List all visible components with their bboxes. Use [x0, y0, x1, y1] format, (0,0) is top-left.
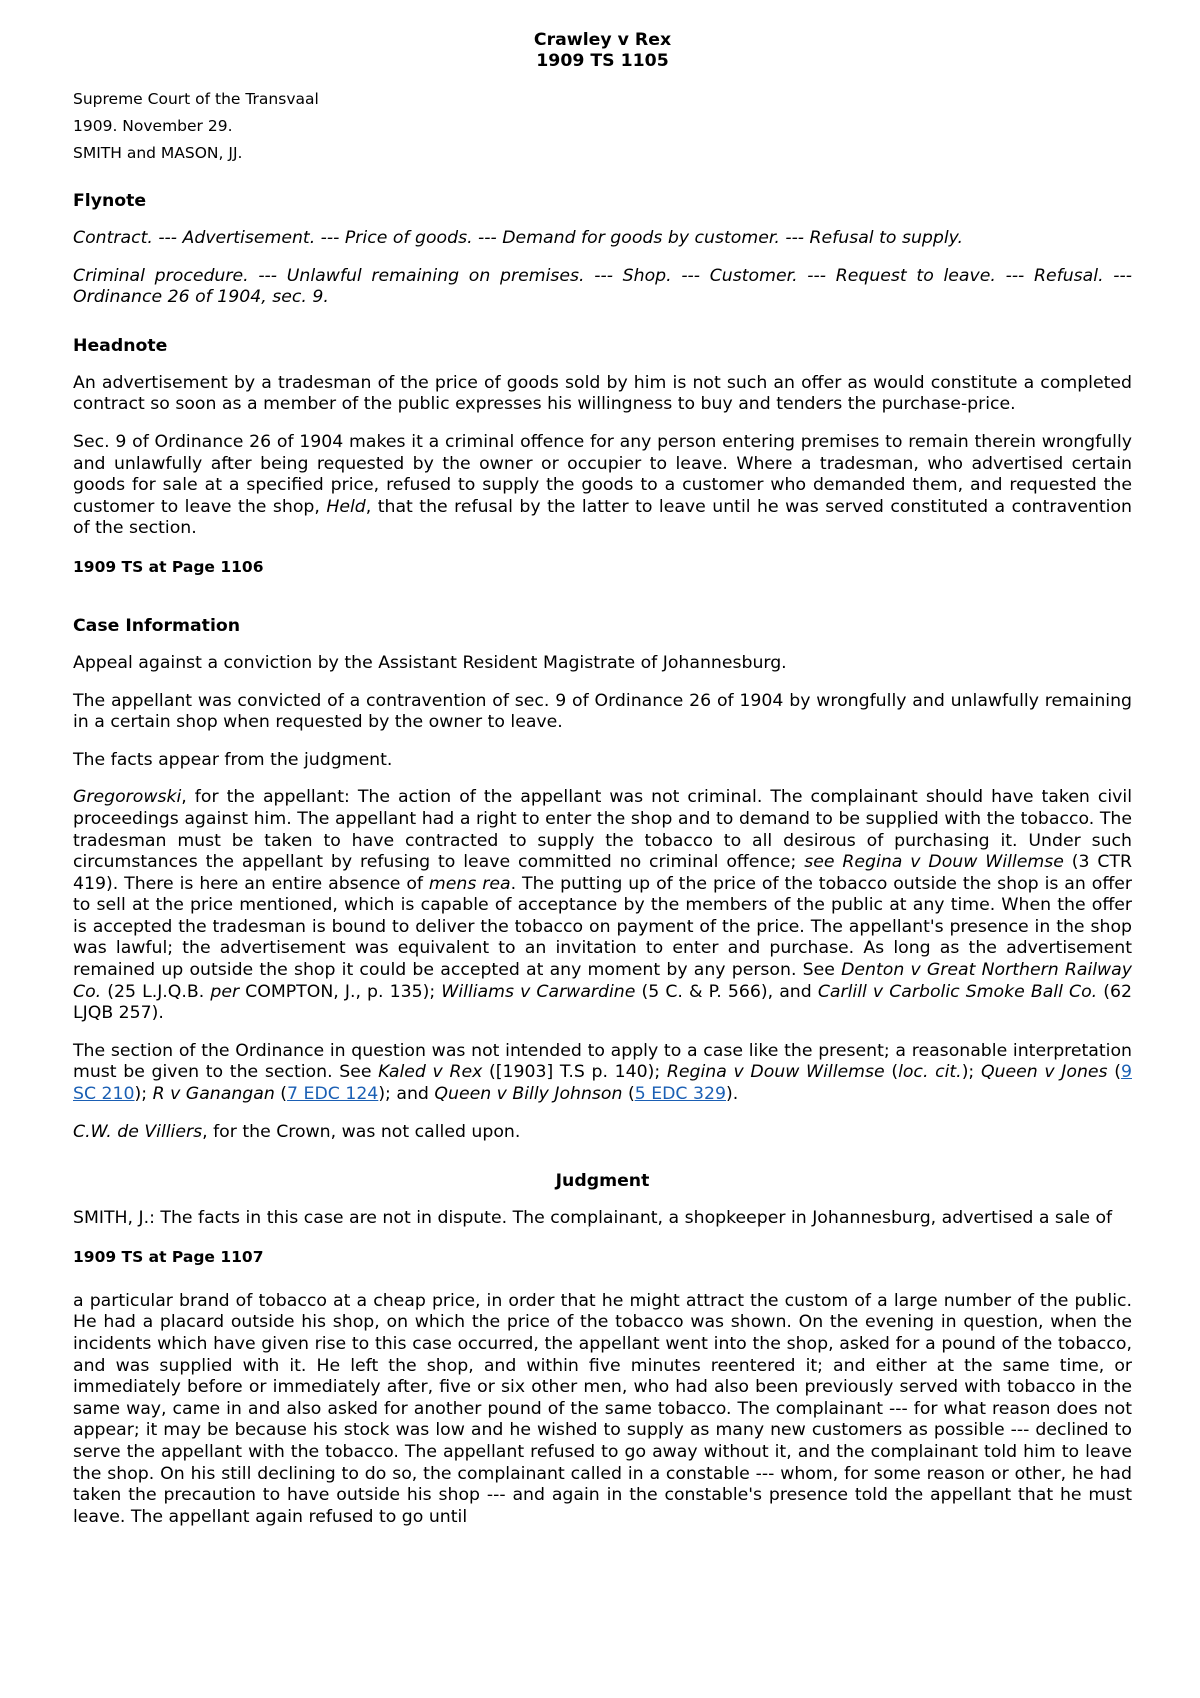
section-interpretation-argument: The section of the Ordinance in question was not intended to apply to a case like the present; a reasonable interpretation must be given to the section. See Kaled v Rex ([1903] T.S p. 140); Regina v Douw Willemse (loc. cit.); Queen v Jones (9 SC 210); R v Ganangan (7 EDC 124); and Queen v Billy Johnson (5 EDC 329).: [73, 1040, 1132, 1105]
headnote-paragraph-2: Sec. 9 of Ordinance 26 of 1904 makes it a criminal offence for any person entering premises to remain therein wrongfully and unlawfully after being requested by the owner or occupier to leave. Where a tradesman, who advertised certain goods for sale at a specified price, refused to supply the goods to a customer who demanded them, and requested the customer to leave the shop, Held, that the refusal by the latter to leave until he was served constituted a contravention of the section.: [73, 431, 1133, 539]
flynote-line-2: Criminal procedure. --- Unlawful remaining on premises. --- Shop. --- Customer. --- Request to leave. --- Refusal. --- Ordinance 26 of 1904, sec. 9.: [73, 265, 1132, 308]
case-information-heading: Case Information: [73, 615, 241, 636]
crown-counsel-note: C.W. de Villiers, for the Crown, was not called upon.: [73, 1121, 521, 1142]
flynote-heading: Flynote: [73, 191, 147, 211]
judgment-paragraph-1: SMITH, J.: The facts in this case are not in dispute. The complainant, a shopkeeper in Johannesburg, advertised a sale of: [73, 1208, 1113, 1229]
judges: SMITH and MASON, JJ.: [73, 144, 243, 162]
info-paragraph-3: The facts appear from the judgment.: [73, 749, 393, 770]
citation-link-5-edc-329[interactable]: 5 EDC 329: [634, 1084, 726, 1105]
citation-link-7-edc-124[interactable]: 7 EDC 124: [287, 1084, 379, 1105]
court-name: Supreme Court of the Transvaal: [73, 90, 319, 108]
appellant-argument: Gregorowski, for the appellant: The action of the appellant was not criminal. The complainant should have taken civil proceedings against him. The appellant had a right to enter the shop and to demand to be supplied with the tobacco. The tradesman must be taken to have contracted to supply the tobacco to all desirous of purchasing it. Under such circumstances the appellant by refusing to leave committed no criminal offence; see Regina v Douw Willemse (3 CTR 419). There is here an entire absence of mens rea. The putting up of the price of the tobacco outside the shop is an offer to sell at the price mentioned, which is capable of acceptance by the members of the public at any time. When the offer is accepted the tradesman is bound to deliver the tobacco on payment of the price. The appellant's presence in the shop was lawful; the advertisement was equivalent to an invitation to enter and purchase. As long as the advertisement remained up outside the shop it could be accepted at any moment by any person. See Denton v Great Northern Railway Co. (25 L.J.Q.B. per COMPTON, J., p. 135); Williams v Carwardine (5 C. & P. 566), and Carlill v Carbolic Smoke Ball Co. (62 LJQB 257).: [73, 787, 1133, 1024]
flynote-line-1: Contract. --- Advertisement. --- Price of goods. --- Demand for goods by customer. --- Refusal to supply.: [73, 228, 964, 248]
info-paragraph-1: Appeal against a conviction by the Assistant Resident Magistrate of Johannesburg.: [73, 652, 787, 673]
page-reference-1106: 1909 TS at Page 1106: [73, 557, 264, 576]
headnote-heading: Headnote: [73, 335, 168, 356]
case-title: Crawley v Rex: [533, 30, 672, 50]
document-body: [73, 30, 1132, 1528]
citation-link-9-sc-210[interactable]: 9 SC 210: [73, 1062, 1132, 1105]
case-citation: 1909 TS 1105: [536, 51, 669, 71]
judgment-paragraph-2: a particular brand of tobacco at a cheap price, in order that he might attract the custom of a large number of the public. He had a placard outside his shop, on which the price of the tobacco was shown. On the evening in question, when the incidents which have given rise to this case occurred, the appellant went into the shop, asked for a pound of the tobacco, and was supplied with it. He left the shop, and within five minutes reentered it; and either at the same time, or immediately before or immediately after, five or six other men, who had also been previously served with tobacco in the same way, came in and also asked for another pound of the same tobacco. The complainant --- for what reason does not appear; it may be because his stock was low and he wished to supply as many new customers as possible --- declined to serve the appellant with the tobacco. The appellant refused to go away without it, and the complainant told him to leave the shop. On his still declining to do so, the complainant called in a constable --- whom, for some reason or other, he had taken the precaution to have outside his shop --- and again in the constable's presence told the appellant that he must leave. The appellant again refused to go until: [73, 1290, 1132, 1527]
judgment-date: 1909. November 29.: [73, 117, 233, 135]
page-reference-1107: 1909 TS at Page 1107: [73, 1247, 264, 1266]
judgment-heading: Judgment: [555, 1171, 650, 1192]
info-paragraph-2: The appellant was convicted of a contravention of sec. 9 of Ordinance 26 of 1904 by wrongfully and unlawfully remaining in a certain shop when requested by the owner to leave.: [73, 690, 1132, 733]
headnote-paragraph-1: An advertisement by a tradesman of the price of goods sold by him is not such an offer as would constitute a completed contract so soon as a member of the public expresses his willingness to buy and tenders the purchase-price.: [73, 372, 1132, 415]
